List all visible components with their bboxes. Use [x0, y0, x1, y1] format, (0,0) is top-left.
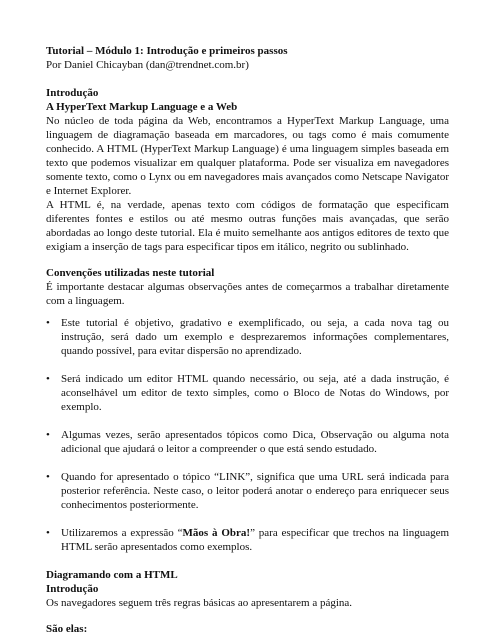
intro-heading: Introdução — [46, 87, 99, 99]
list-item — [46, 372, 449, 414]
conventions-heading: Convenções utilizadas neste tutorial — [46, 267, 215, 279]
list-item — [46, 526, 449, 554]
list-item — [46, 470, 449, 512]
list-item-text: Será indicado um editor HTML quando necessário, ou seja, até a dada instrução, é aconselhável um editor de texto simples, como o Bloco de Notas do Windows, por exemplo. — [61, 373, 449, 413]
diagram-paragraph: Os navegadores seguem três regras básicas ao apresentarem a página. — [46, 597, 353, 609]
list-item-bold: Mãos à Obra! — [182, 527, 251, 539]
intro-paragraph-1: No núcleo de toda página da Web, encontramos a HyperText Markup Language, uma linguagem de diagramação baseada em marcadores, ou tags como é mais comumente conhecido. A HTML (HyperText Markup Language) é uma linguagem simples baseada em texto que podemos visualizar em qualquer plataforma. Pode ser visualiza em navegadores somente texto, como o Lynx ou em navegadores mais avançados como Netscape Navigator e Internet Explorer. — [46, 115, 449, 197]
document-title: Tutorial – Módulo 1: Introdução e primeiros passos — [46, 45, 288, 57]
conventions-paragraph: É importante destacar algumas observações antes de começarmos a trabalhar diretamente com a linguagem. — [46, 281, 449, 307]
diagram-subheading: Introdução — [46, 583, 99, 595]
bullet-icon: • — [46, 429, 50, 441]
author-line: Por Daniel Chicayban (dan@trendnet.com.br) — [46, 59, 249, 71]
bullet-icon: • — [46, 317, 50, 329]
list-item-text: Algumas vezes, serão apresentados tópicos como Dica, Observação ou alguma nota adicional que ajudará o leitor a compreender o que está sendo estudado. — [61, 429, 449, 455]
diagram-heading: Diagramando com a HTML — [46, 569, 178, 581]
list-item — [46, 316, 449, 358]
list-item-text-after: ” para especificar que trechos na linguagem HTML serão apresentados como exemplos. — [61, 527, 450, 553]
list-item-text: Este tutorial é objetivo, gradativo e exemplificado, ou seja, a cada nova tag ou instrução, será dado um exemplo e desprezaremos informações complementares, quando possível, para evitar dispersão no aprendizado. — [61, 317, 449, 357]
list-item-text: Quando for apresentado o tópico “LINK”, significa que uma URL será indicada para posterior referência. Neste caso, o leitor poderá anotar o endereço para enriquecer seus conhecimentos posteriormente. — [61, 471, 449, 511]
bullet-icon: • — [46, 471, 50, 483]
bullet-icon: • — [46, 373, 50, 385]
list-item-text-before: Utilizaremos a expressão “ — [61, 527, 183, 539]
intro-paragraph-2: A HTML é, na verdade, apenas texto com códigos de formatação que especificam diferentes fontes e estilos ou até mesmo outras funções mais avançadas, que serão abordadas ao longo deste tutorial. Ela é muito semelhante aos antigos editores de texto que exigiam a inserção de tags para especificar tipos em itálico, negrito ou sublinhado. — [46, 199, 449, 253]
sao-elas-heading: São elas: — [46, 623, 88, 635]
list-item — [46, 428, 449, 456]
conventions-list — [46, 316, 449, 554]
bullet-icon: • — [46, 527, 50, 539]
intro-subheading: A HyperText Markup Language e a Web — [46, 101, 238, 113]
